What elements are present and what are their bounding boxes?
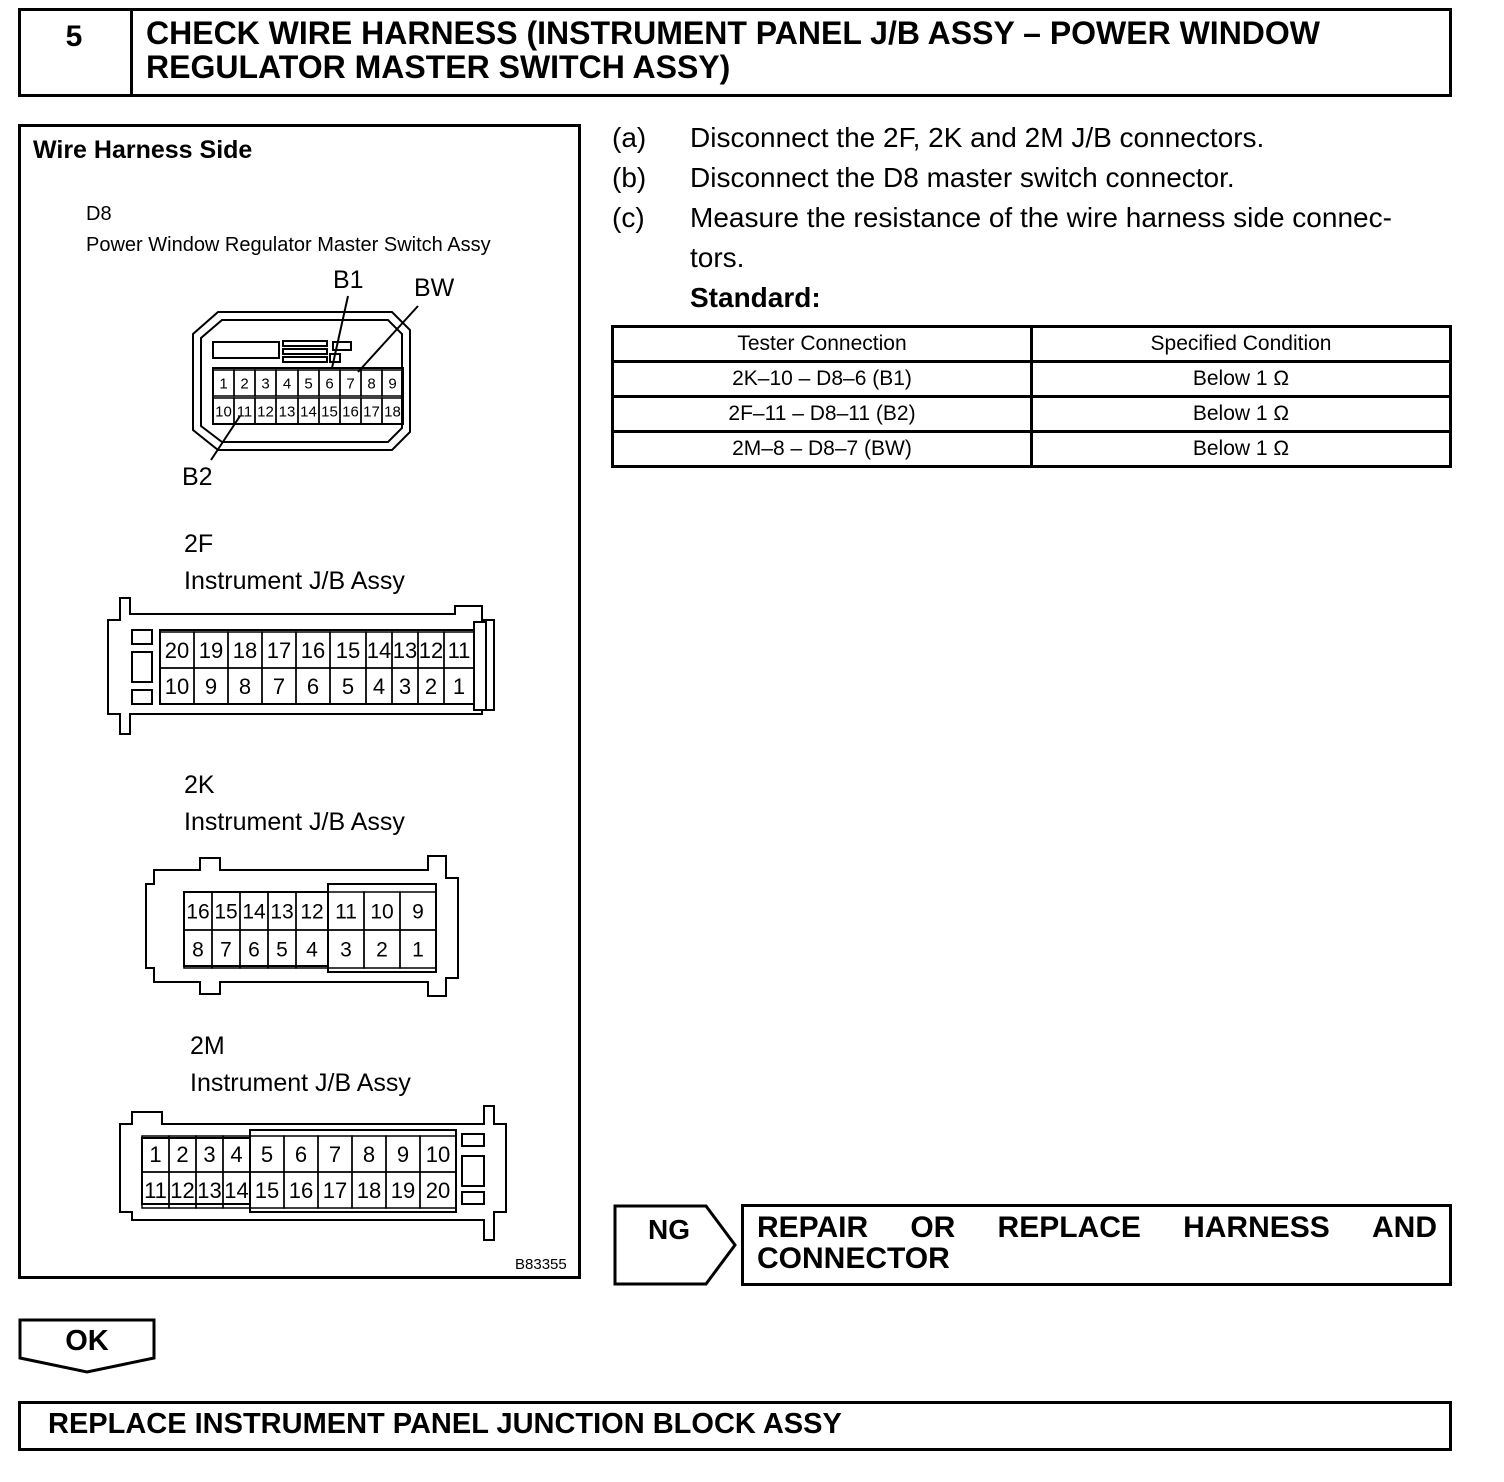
d8-pin-label: 11 <box>236 403 253 421</box>
d8-pin-label: 15 <box>321 403 338 421</box>
c2f-pin-label: 19 <box>198 637 224 663</box>
d8-pin-label: 4 <box>282 375 292 393</box>
ng-action-word: REPAIR <box>757 1211 869 1244</box>
c2m-pin-label: 13 <box>197 1177 222 1203</box>
table-cell: 2K–10 – D8–6 (B1) <box>613 362 1032 397</box>
table-cell: Below 1 Ω <box>1032 397 1451 432</box>
ng-action-line1 <box>757 1212 1437 1244</box>
c2k-pin-label: 15 <box>214 900 238 924</box>
d8-pin-label: 12 <box>257 403 274 421</box>
c2f-pin-label: 18 <box>232 637 258 663</box>
c2m-pin-label: 19 <box>390 1177 416 1203</box>
ng-label: NG <box>648 1214 690 1245</box>
d8-pin-label: 5 <box>304 375 313 393</box>
c2m-pin-label: 2 <box>176 1141 189 1167</box>
table-cell: 2F–11 – D8–11 (B2) <box>613 397 1032 432</box>
d8-pin-label: 1 <box>219 375 228 393</box>
c2k-pin-label: 1 <box>412 938 424 962</box>
header-specified-condition: Specified Condition <box>1032 327 1451 362</box>
instruction-text-b: Disconnect the D8 master switch connector. <box>690 162 1235 193</box>
instruction-text-c-cont: tors. <box>690 242 745 273</box>
c2f-pin-label: 15 <box>335 637 361 663</box>
d8-pin-label: 8 <box>367 375 376 393</box>
c2k-code: 2K <box>184 771 215 799</box>
c2m-pin-label: 7 <box>328 1141 342 1167</box>
c2k-pin-label: 12 <box>300 900 324 924</box>
c2m-pin-label: 6 <box>294 1141 308 1167</box>
c2k-name: Instrument J/B Assy <box>184 808 405 836</box>
c2f-name: Instrument J/B Assy <box>184 567 405 595</box>
c2m-name: Instrument J/B Assy <box>190 1069 411 1097</box>
c2k-pin-label: 10 <box>370 900 394 924</box>
c2k-pin-label: 11 <box>335 900 357 924</box>
instruction-label-c: (c) <box>612 202 645 233</box>
d8-pin-label: 13 <box>278 403 296 421</box>
c2f-outline <box>108 598 494 734</box>
c2k-pin-label: 8 <box>192 938 204 962</box>
d8-callout-b2: B2 <box>182 463 213 491</box>
table-cell: Below 1 Ω <box>1032 362 1451 397</box>
c2m-pin-label: 3 <box>203 1141 216 1167</box>
c2m-pin-label: 18 <box>356 1177 382 1203</box>
c2m-pin-label: 1 <box>149 1141 162 1167</box>
d8-pin-label: 10 <box>215 403 232 421</box>
c2k-pin-label: 4 <box>306 938 318 962</box>
c2k-pin-label: 6 <box>248 938 260 962</box>
table-row <box>613 362 1451 397</box>
c2k-pin-label: 16 <box>186 900 210 924</box>
standard-label: Standard: <box>690 282 821 313</box>
c2m-pin-label: 15 <box>254 1177 280 1203</box>
c2k-pin-label: 14 <box>242 900 266 924</box>
header-tester-connection: Tester Connection <box>613 327 1032 362</box>
c2f-pin-label: 11 <box>447 637 471 663</box>
d8-pin-label: 2 <box>240 375 249 393</box>
c2f-pin-label: 12 <box>418 637 444 663</box>
ng-action-word: REPLACE <box>997 1211 1141 1244</box>
c2k-pin-label: 7 <box>220 938 232 962</box>
c2m-pin-label: 8 <box>362 1141 376 1167</box>
instruction-label-a: (a) <box>612 122 647 153</box>
d8-pin-label: 16 <box>342 403 359 421</box>
table-row <box>613 432 1451 467</box>
d8-pin-label: 9 <box>388 375 397 393</box>
step-title-line2: REGULATOR MASTER SWITCH ASSY) <box>146 49 731 85</box>
c2m-pin-label: 10 <box>425 1141 451 1167</box>
c2k-pin-label: 13 <box>270 900 294 924</box>
d8-pin-label: 7 <box>346 375 355 393</box>
c2m-pin-label: 16 <box>288 1177 314 1203</box>
c2m-pin-label: 11 <box>144 1177 167 1203</box>
instruction-label-b: (b) <box>612 162 647 193</box>
d8-pin-label: 3 <box>261 375 270 393</box>
d8-pin-label: 14 <box>300 403 317 421</box>
table-cell: Below 1 Ω <box>1032 432 1451 467</box>
d8-callout-bw: BW <box>414 274 455 302</box>
c2m-pin-label: 20 <box>425 1177 451 1203</box>
c2k-outline <box>146 856 458 996</box>
c2f-pin-label: 9 <box>204 673 218 699</box>
c2f-code: 2F <box>184 530 214 558</box>
d8-code: D8 <box>86 203 112 225</box>
spec-table-header <box>613 327 1451 362</box>
spec-table <box>611 325 1452 468</box>
c2f-pin-label: 6 <box>306 673 320 699</box>
step-title-line1: CHECK WIRE HARNESS (INSTRUMENT PANEL J/B ASSY – POWER WINDOW <box>146 15 1320 51</box>
instruction-text-a: Disconnect the 2F, 2K and 2M J/B connectors. <box>690 122 1265 153</box>
c2f-pin-label: 1 <box>452 673 466 699</box>
c2k-pin-label: 9 <box>412 900 424 924</box>
c2m-outline <box>120 1106 506 1240</box>
c2m-code: 2M <box>190 1032 225 1060</box>
c2m-pin-label: 4 <box>230 1141 243 1167</box>
c2f-pin-label: 3 <box>398 673 412 699</box>
step-number: 5 <box>18 8 133 97</box>
c2f-pin-label: 8 <box>238 673 252 699</box>
ok-label: OK <box>65 1325 109 1357</box>
c2k-pin-label: 2 <box>376 938 388 962</box>
c2f-pin-label: 13 <box>392 637 418 663</box>
ng-action-word: AND <box>1372 1211 1437 1244</box>
c2m-pin-label: 12 <box>170 1177 195 1203</box>
figure-id: B83355 <box>515 1256 567 1273</box>
c2f-pin-label: 2 <box>424 673 438 699</box>
c2f-pin-label: 16 <box>300 637 326 663</box>
d8-pin-label: 17 <box>363 403 380 421</box>
d8-name: Power Window Regulator Master Switch Assy <box>86 234 491 256</box>
c2f-pin-label: 7 <box>272 673 286 699</box>
instruction-text-c: Measure the resistance of the wire harness side connec- <box>690 202 1392 233</box>
c2f-pin-label: 17 <box>266 637 292 663</box>
d8-pin-label: 6 <box>325 375 334 393</box>
c2m-pin-label: 9 <box>396 1141 410 1167</box>
ng-action-line2: CONNECTOR <box>757 1242 950 1275</box>
final-action-text: REPLACE INSTRUMENT PANEL JUNCTION BLOCK ASSY <box>48 1408 842 1440</box>
ng-action-word: OR <box>910 1211 956 1244</box>
figure-heading: Wire Harness Side <box>33 136 253 164</box>
ng-action-word: HARNESS <box>1183 1211 1330 1244</box>
c2f-pin-label: 4 <box>372 673 386 699</box>
d8-pin-label: 18 <box>384 403 401 421</box>
table-cell: 2M–8 – D8–7 (BW) <box>613 432 1032 467</box>
table-row <box>613 397 1451 432</box>
c2k-pin-label: 5 <box>276 938 288 962</box>
c2m-pin-label: 5 <box>260 1141 274 1167</box>
c2f-pin-label: 14 <box>366 637 392 663</box>
c2k-pin-label: 3 <box>340 938 352 962</box>
c2m-pin-label: 14 <box>224 1177 249 1203</box>
c2f-pin-label: 10 <box>164 673 190 699</box>
d8-callout-b1: B1 <box>333 266 364 294</box>
c2f-pin-label: 20 <box>164 637 190 663</box>
c2f-pin-label: 5 <box>341 673 355 699</box>
c2m-pin-label: 17 <box>322 1177 348 1203</box>
